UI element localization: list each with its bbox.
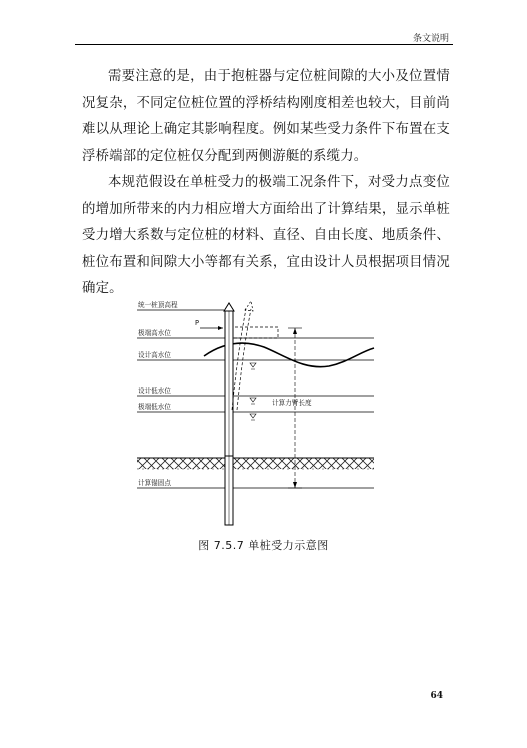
arm-arrow-bottom	[293, 482, 297, 488]
arm-arrow-top	[293, 328, 297, 334]
deflected-pile	[232, 309, 246, 410]
arm-length-label: 计算力臂长度	[272, 399, 312, 407]
extreme-low-water-label: 极端低水位	[138, 403, 171, 411]
water-level-mark	[250, 363, 256, 367]
force-arrowhead	[218, 326, 223, 330]
pile-top-label: 统一桩顶高程	[138, 301, 178, 309]
water-level-mark	[250, 398, 256, 402]
figure-caption: 图 7.5.7 单桩受力示意图	[198, 539, 329, 552]
design-high-water-label: 设计高水位	[138, 351, 171, 359]
design-low-water-label: 设计低水位	[138, 387, 171, 395]
force-label: P	[195, 319, 199, 327]
section-title: 条文说明	[412, 34, 449, 44]
page-number: 64	[430, 691, 443, 701]
deflected-pile	[237, 309, 251, 410]
paragraph: 本规范假设在单桩受力的极端工况条件下，对受力点变位的增加所带来的内力相应增大方面给出了计算结果，显示单桩受力增大系数与定位桩的材料、直径、自由长度、地质条件、桩位布置和间隙大小等都有关系，宜由设计人员根据项目情况确定。	[82, 175, 450, 296]
water-level-mark	[250, 414, 256, 418]
header-rule	[75, 44, 453, 45]
pile-force-diagram	[120, 290, 420, 535]
paragraph: 需要注意的是，由于抱桩器与定位桩间隙的大小及位置情况复杂，不同定位桩位置的浮桥结构刚度相差也较大，目前尚难以从理论上确定其影响程度。例如某些受力条件下布置在支浮桥端部的定位桩仅分配到两侧游艇的系缆力。	[82, 69, 450, 164]
seabed-soil	[137, 458, 374, 469]
pile-top-cap	[224, 303, 234, 311]
page-header	[0, 0, 527, 46]
fixed-point-label: 计算锚固点	[138, 479, 171, 487]
pontoon-box	[230, 327, 278, 338]
body-text	[82, 64, 450, 303]
extreme-high-water-label: 极端高水位	[138, 329, 171, 337]
diagram-svg	[120, 290, 420, 535]
